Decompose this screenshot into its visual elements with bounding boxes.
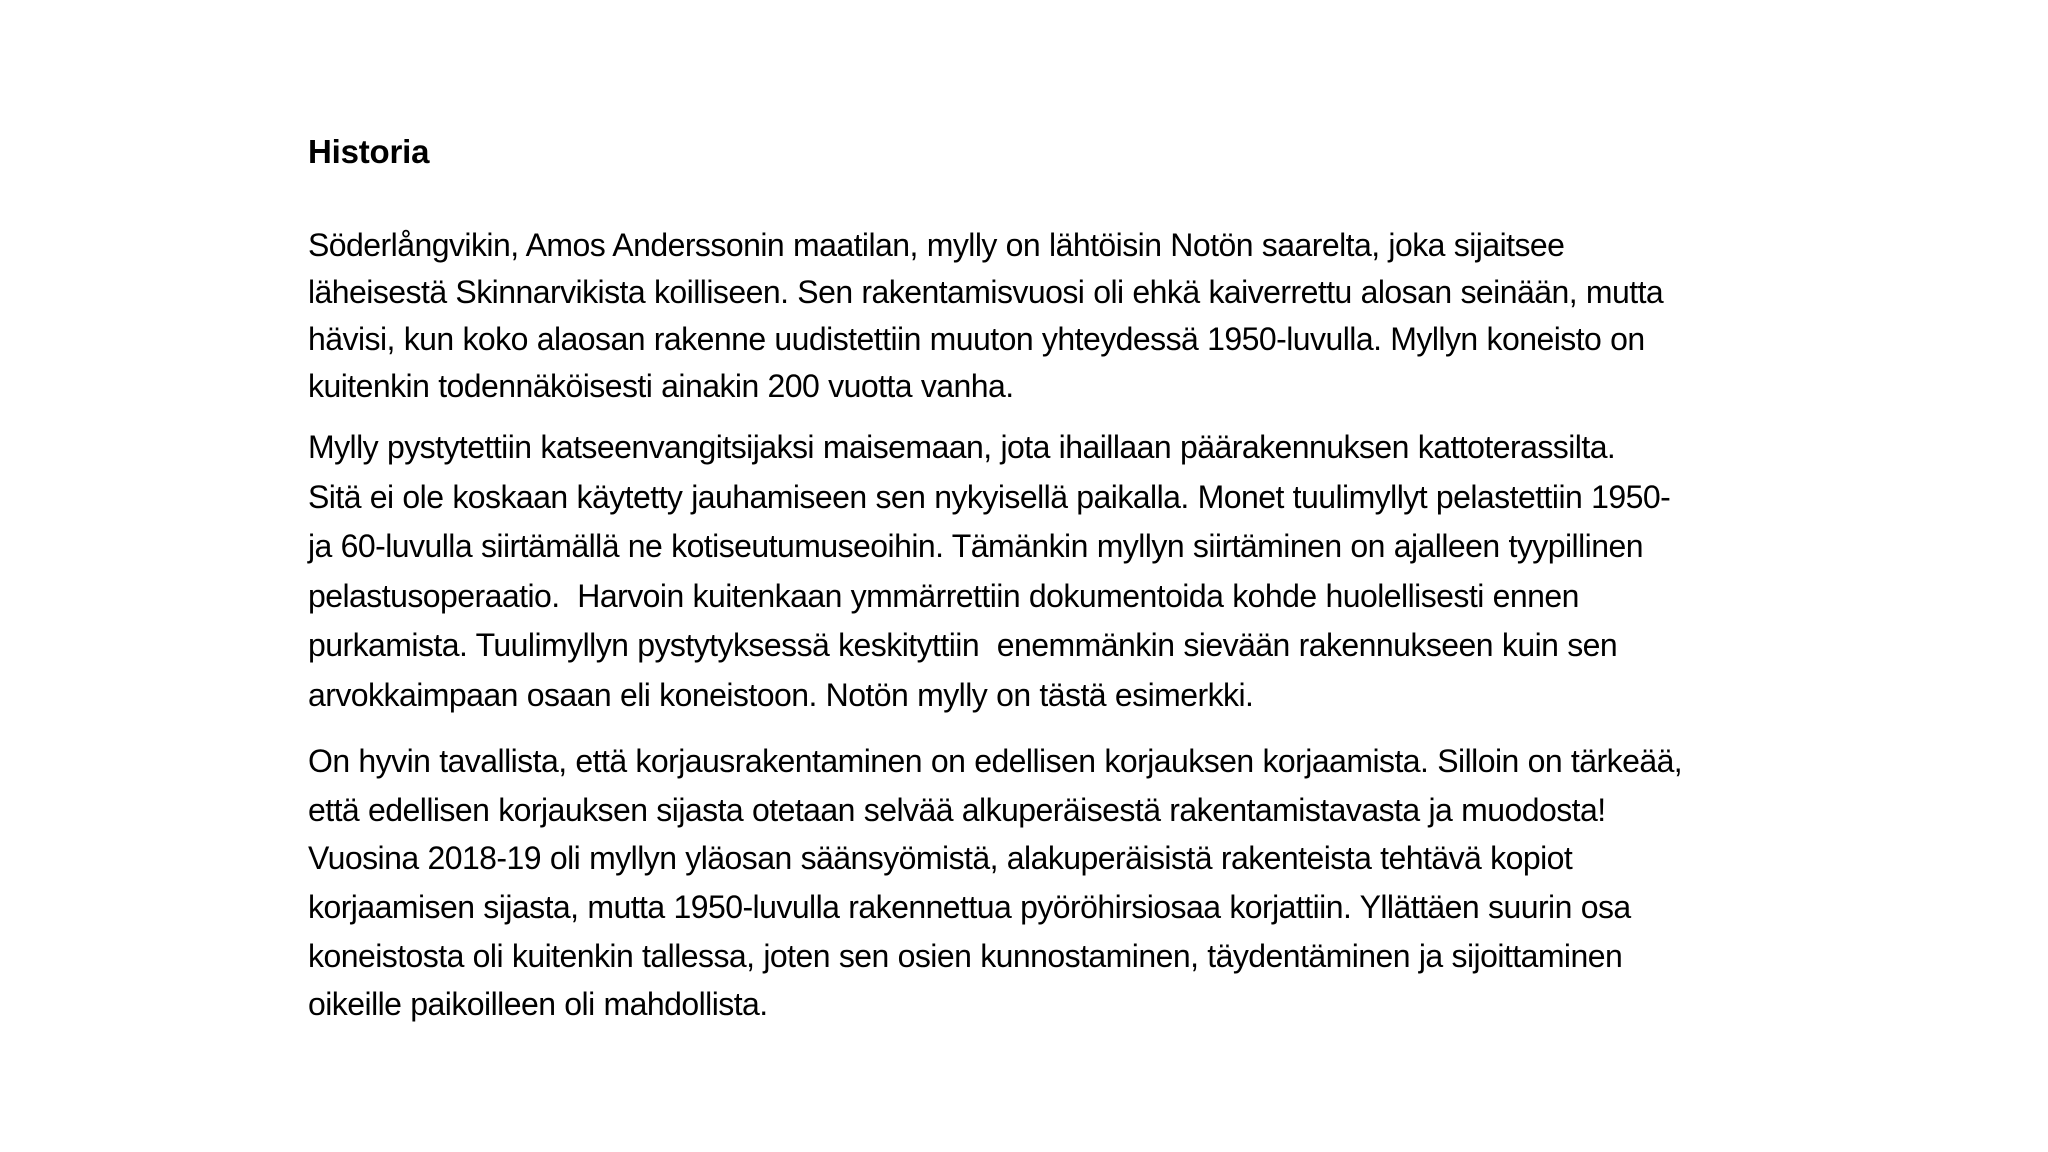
text-line: On hyvin tavallista, että korjausrakentaminen on edellisen korjauksen korjaamista. Silloin on tärkeää, [308, 743, 1683, 779]
text-line: Mylly pystytettiin katseenvangitsijaksi maisemaan, jota ihaillaan päärakennuksen kattoterassilta. [308, 429, 1616, 465]
paragraph-2 [308, 423, 1928, 720]
text-line: että edellisen korjauksen sijasta otetaan selvää alkuperäisestä rakentamistavasta ja muodosta! [308, 791, 1606, 828]
text-line: Sitä ei ole koskaan käytetty jauhamiseen sen nykyisellä paikalla. Monet tuulimyllyt pelastettiin 1950- [308, 478, 1671, 515]
page-title: Historia [308, 133, 430, 170]
text-line: kuitenkin todennäköisesti ainakin 200 vuotta vanha. [308, 368, 1014, 404]
text-line: hävisi, kun koko alaosan rakenne uudistettiin muuton yhteydessä 1950-luvulla. Myllyn koneisto on [308, 321, 1645, 357]
text-line: koneistosta oli kuitenkin tallessa, joten sen osien kunnostaminen, täydentäminen ja sijoittaminen [308, 937, 1623, 974]
text-line: korjaamisen sijasta, mutta 1950-luvulla rakennettua pyöröhirsiosaa korjattiin. Yllättäen suurin osa [308, 889, 1631, 926]
text-line: Söderlångvikin, Amos Anderssonin maatilan, mylly on lähtöisin Notön saarelta, joka sijaitsee [308, 227, 1565, 263]
paragraph-3 [308, 737, 1928, 1029]
text-line: arvokkaimpaan osaan eli koneistoon. Notön mylly on tästä esimerkki. [308, 676, 1254, 713]
text-line: oikeille paikoilleen oli mahdollista. [308, 986, 768, 1023]
text-line: purkamista. Tuulimyllyn pystytyksessä keskityttiin enemmänkin sievään rakennukseen kuin sen [308, 627, 1618, 663]
text-line: pelastusoperaatio. Harvoin kuitenkaan ymmärrettiin dokumentoida kohde huolellisesti ennen [308, 577, 1579, 614]
text-line: läheisestä Skinnarvikista koilliseen. Sen rakentamisvuosi oli ehkä kaiverrettu alosan seinään, mutta [308, 274, 1664, 310]
paragraph-1 [308, 222, 1928, 410]
text-line: ja 60-luvulla siirtämällä ne kotiseutumuseoihin. Tämänkin myllyn siirtäminen on ajalleen tyypillinen [308, 528, 1643, 564]
document-body [308, 128, 1928, 1029]
text-line: Vuosina 2018-19 oli myllyn yläosan säänsyömistä, alakuperäisistä rakenteista tehtävä kopiot [308, 840, 1573, 877]
